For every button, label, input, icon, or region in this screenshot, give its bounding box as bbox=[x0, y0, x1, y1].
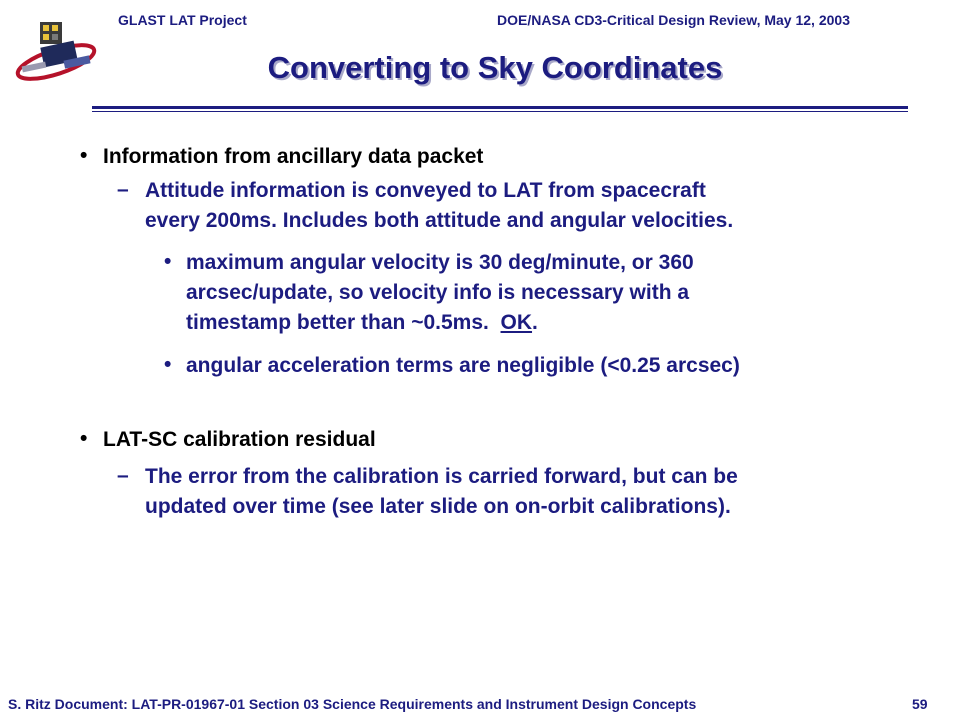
subsub-text-line bbox=[186, 310, 538, 335]
page-title: Converting to Sky Coordinates bbox=[267, 50, 723, 85]
page-number: 59 bbox=[912, 696, 928, 712]
bullet-text: Information from ancillary data packet bbox=[103, 145, 484, 168]
sub-text-line: Attitude information is conveyed to LAT from spacecraft bbox=[145, 179, 706, 202]
subsub-bullet-marker: • bbox=[164, 250, 172, 273]
bullet-marker: • bbox=[80, 144, 88, 167]
ok-link[interactable]: OK bbox=[500, 311, 533, 334]
header-project: GLAST LAT Project bbox=[118, 12, 247, 28]
bullet-text: LAT-SC calibration residual bbox=[103, 428, 376, 451]
subsub-text-line: maximum angular velocity is 30 deg/minute, or 360 bbox=[186, 251, 694, 274]
subsub-text-line: angular acceleration terms are negligible (<0.25 arcsec) bbox=[186, 354, 740, 377]
subsub-text-line: arcsec/update, so velocity info is necessary with a bbox=[186, 281, 690, 304]
sub-text-line: The error from the calibration is carried forward, but can be bbox=[145, 465, 738, 488]
ok-period: . bbox=[532, 311, 538, 334]
dash-marker: – bbox=[117, 178, 129, 201]
footer-text: S. Ritz Document: LAT-PR-01967-01 Section 03 Science Requirements and Instrument Design Concepts bbox=[8, 696, 697, 712]
subsub-text-fragment: timestamp better than ~0.5ms. bbox=[186, 311, 501, 334]
title-rule bbox=[92, 106, 908, 109]
bullet-marker: • bbox=[80, 427, 88, 450]
sub-text-line: updated over time (see later slide on on-orbit calibrations). bbox=[145, 495, 731, 518]
header-review: DOE/NASA CD3-Critical Design Review, May 12, 2003 bbox=[497, 12, 850, 28]
dash-marker: – bbox=[117, 464, 129, 487]
subsub-bullet-marker: • bbox=[164, 353, 172, 376]
sub-text-line: every 200ms. Includes both attitude and angular velocities. bbox=[145, 209, 734, 232]
title-rule-thin bbox=[92, 111, 908, 112]
